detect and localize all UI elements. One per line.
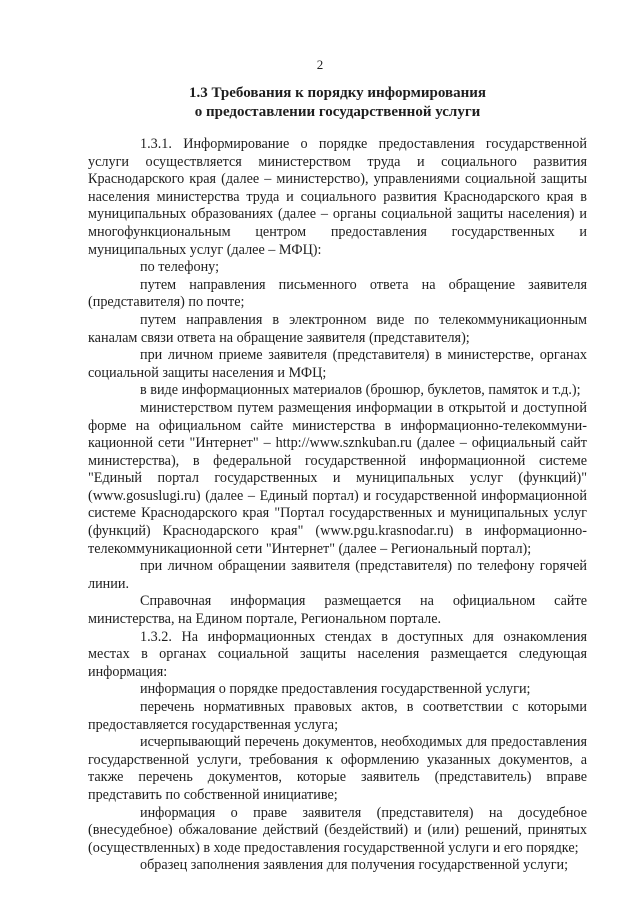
paragraph: министерством путем размещения информации в открытой и доступной форме на официальном сайте министерства в информационно-телекоммуни-кационной сети "Интернет" – http://www.sznkuban.ru (далее – официальный сайт министерства), в федеральной государственной информационной системе "Единый портал государственных и муниципальных услуг (функций)" (www.gosuslugi.ru) (далее – Единый портал) и государственной информационной системе Краснодарского края "Портал государственных и муниципальных услуг (функций) Краснодарского края" (www.pgu.krasnodar.ru) в информационно-телекоммуникационной сети "Интернет" (далее – Региональный портал); [88, 399, 587, 557]
page-number: 2 [316, 57, 324, 72]
section-heading [88, 84, 587, 122]
paragraph: образец заполнения заявления для получения государственной услуги; [140, 857, 569, 874]
paragraph: 1.3.2. На информационных стендах в доступных для ознакомления местах в органах социальной защиты населения размещается следующая информация: [88, 628, 587, 680]
section-heading-line-2: о предоставлении государственной услуги [194, 104, 481, 120]
paragraph: по телефону; [140, 259, 220, 276]
paragraph: информация о порядке предоставления государственной услуги; [140, 681, 531, 698]
paragraph: исчерпывающий перечень документов, необходимых для предоставления государственной услуги, требования к оформлению указанных документов, а также перечень документов, которые заявитель (представитель) вправе представить по собственной инициативе; [88, 734, 587, 803]
paragraph: в виде информационных материалов (брошюр, буклетов, памяток и т.д.); [140, 382, 581, 399]
document-body [88, 136, 587, 875]
paragraph: перечень нормативных правовых актов, в соответствии с которыми предоставляется государственная услуга; [88, 699, 587, 733]
paragraph: информация о праве заявителя (представителя) на досудебное (внесудебное) обжалование действий (бездействий) и (или) решений, принятых (осуществленных) в ходе предоставления государственной услуги и его порядке; [88, 804, 587, 856]
paragraph: путем направления в электронном виде по телекоммуникационным каналам связи ответа на обращение заявителя (представителя); [88, 311, 587, 346]
paragraph: при личном приеме заявителя (представителя) в министерстве, органах социальной защиты населения и МФЦ; [88, 347, 587, 381]
section-heading-line-1: 1.3 Требования к порядку информирования [189, 85, 486, 101]
paragraph: Справочная информация размещается на официальном сайте министерства, на Едином портале, Региональном портале. [88, 593, 587, 628]
paragraph: при личном обращении заявителя (представителя) по телефону горячей линии. [88, 558, 587, 592]
paragraph: 1.3.1. Информирование о порядке предоставления государственной услуги осуществляется министерством труда и социального развития Краснодарского края (далее – министерство), управлениями социальной защиты населения министерства труда и социального развития Краснодарского края в муниципальных образованиях (далее – органы социальной защиты населения) и многофункциональным центром предоставления государственных и муниципальных услуг (далее – МФЦ): [88, 136, 587, 258]
paragraph: путем направления письменного ответа на обращение заявителя (представителя) по почте; [88, 276, 587, 311]
